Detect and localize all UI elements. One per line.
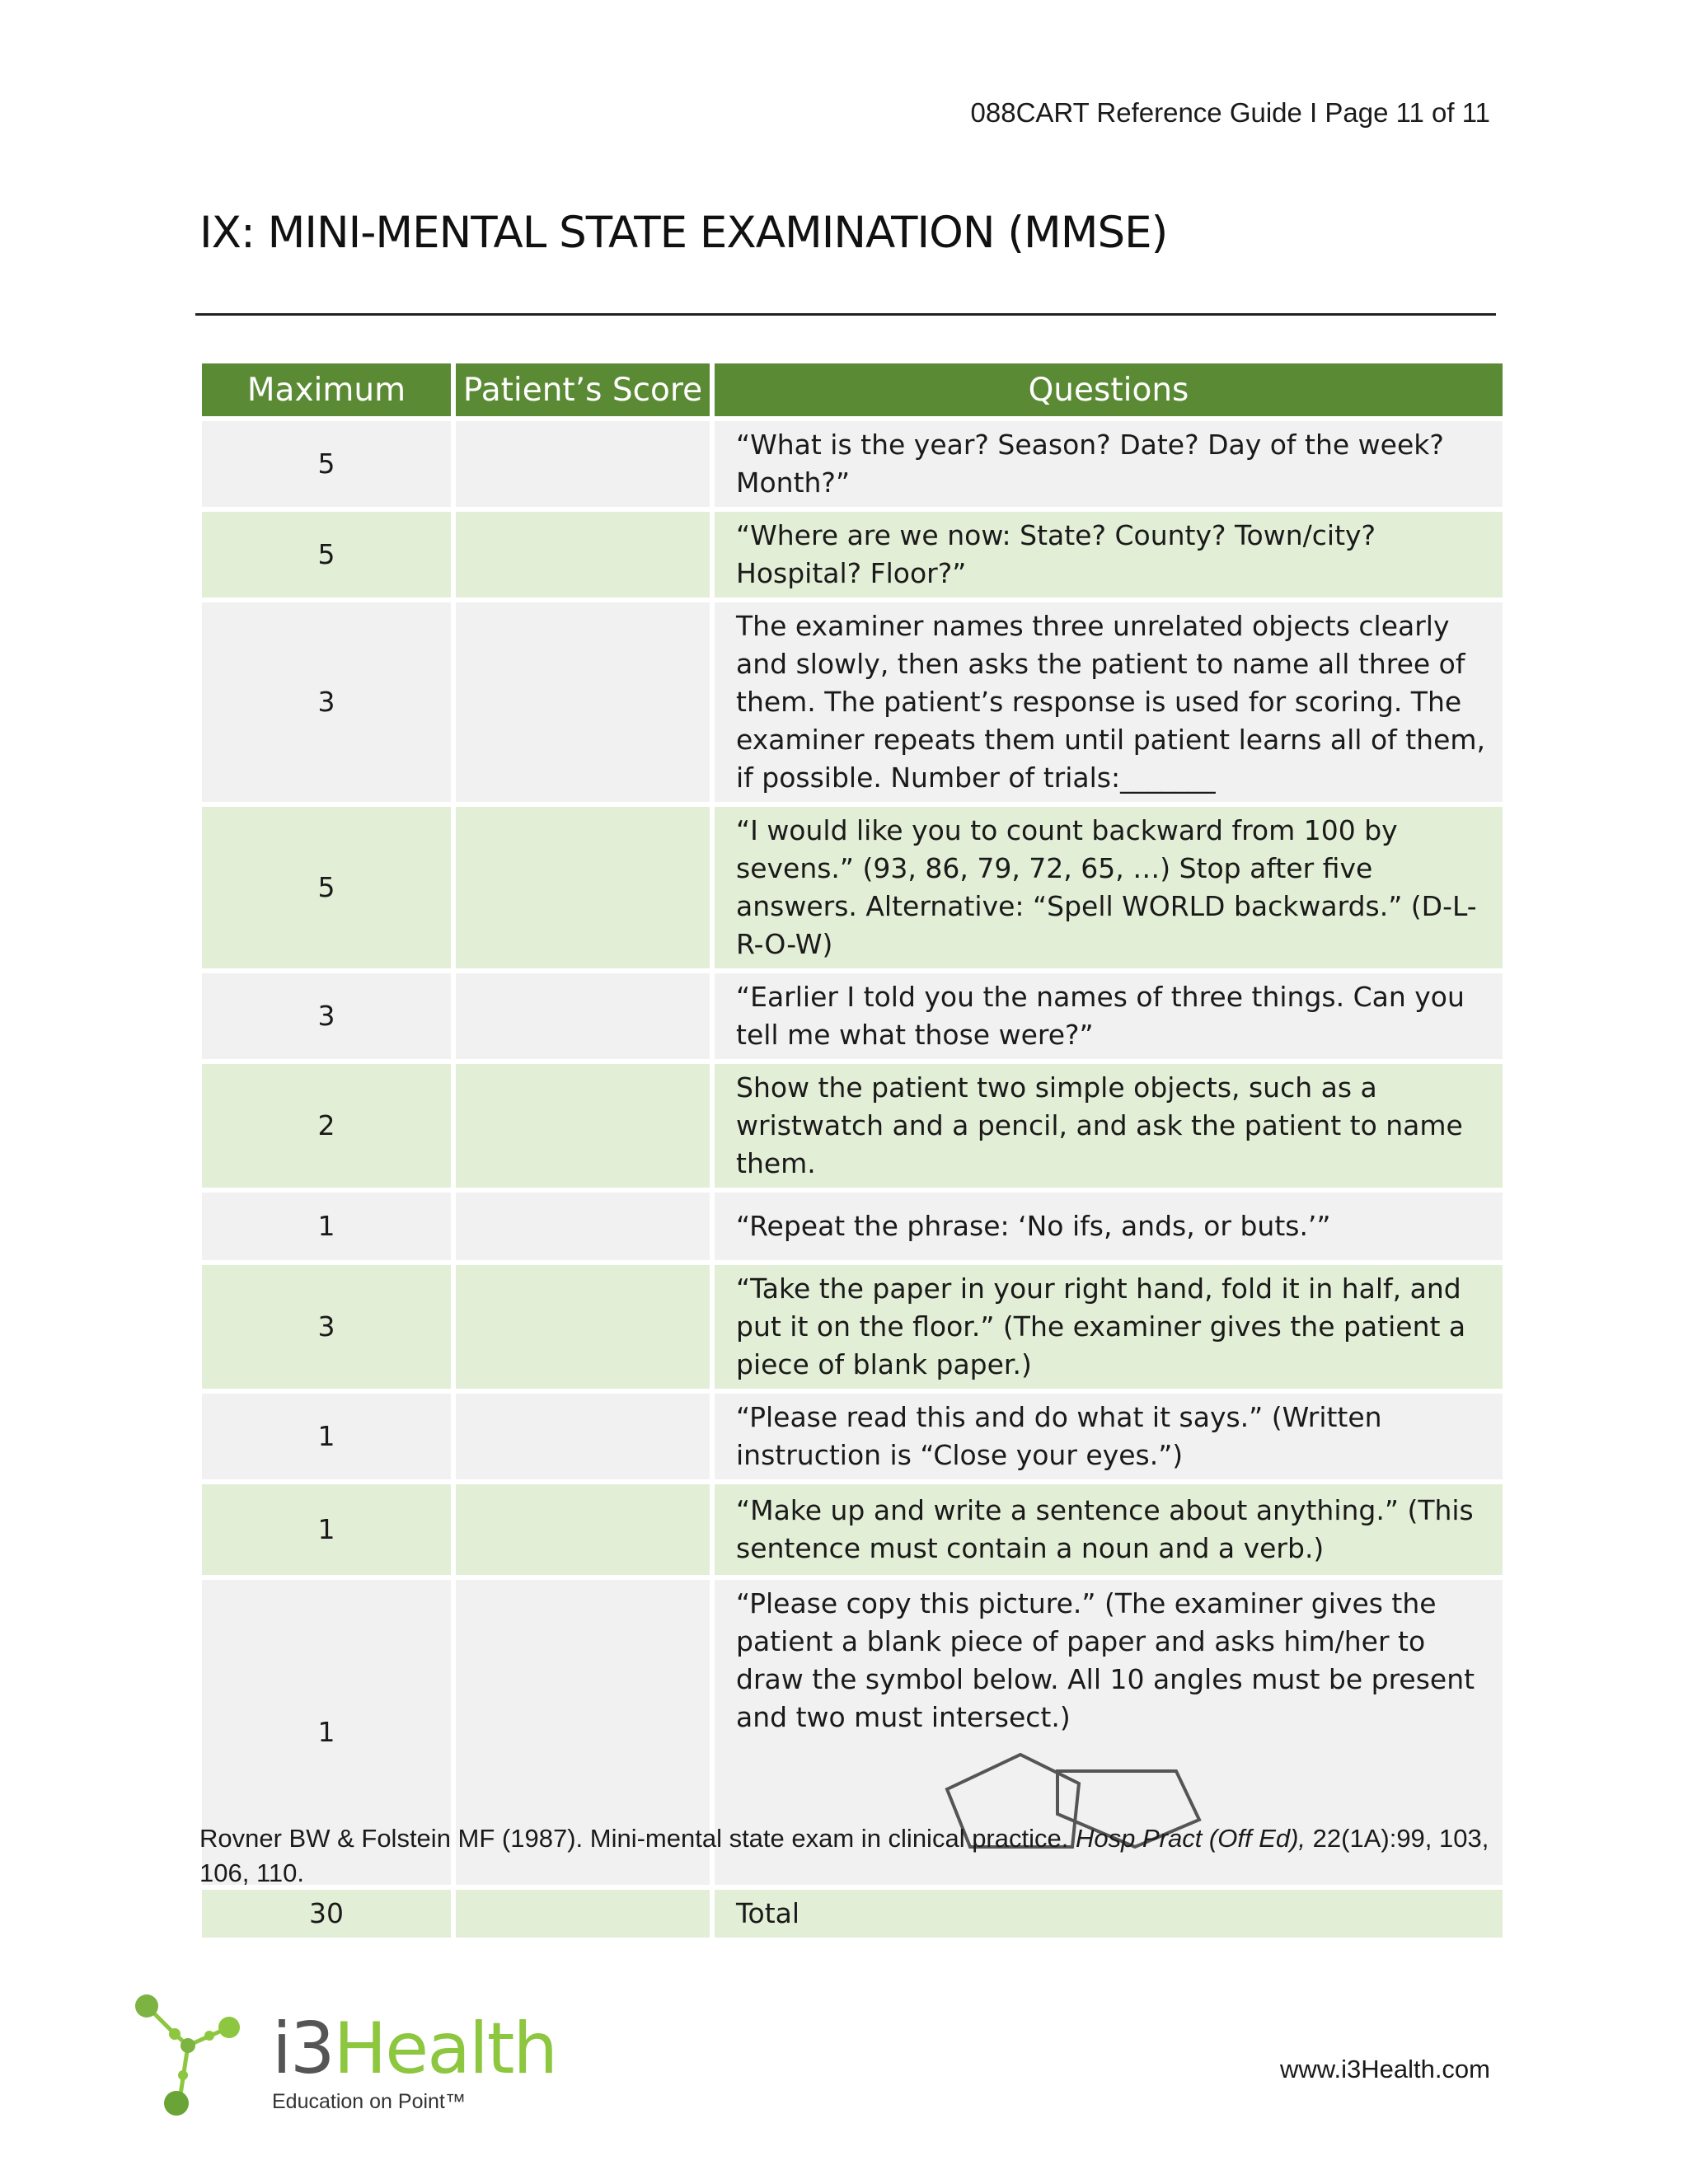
table-row — [202, 421, 1503, 507]
title-divider — [195, 313, 1496, 316]
max-score-cell: 5 — [202, 421, 451, 507]
patient-score-cell[interactable] — [456, 1193, 710, 1260]
table-row — [202, 1394, 1503, 1479]
header-questions: Questions — [715, 363, 1503, 416]
table-row — [202, 807, 1503, 968]
total-label: Total — [715, 1890, 1503, 1938]
header-patient-score: Patient’s Score — [456, 363, 710, 416]
table-row — [202, 1064, 1503, 1188]
table-row — [202, 973, 1503, 1059]
question-cell: “Take the paper in your right hand, fold it in half, and put it on the floor.” (The examiner gives the patient a piece of blank paper.) — [715, 1265, 1503, 1389]
max-score-cell: 5 — [202, 807, 451, 968]
patient-score-cell[interactable] — [456, 807, 710, 968]
max-score-cell: 3 — [202, 973, 451, 1059]
brand-logo-wordmark — [272, 2008, 557, 2090]
patient-score-cell[interactable] — [456, 973, 710, 1059]
question-cell: The examiner names three unrelated objects clearly and slowly, then asks the patient to name all three of them. The patient’s response is used for scoring. The examiner repeats them until patient learns all of them, if possible. Number of trials:_______ — [715, 602, 1503, 802]
page-title: IX: MINI-MENTAL STATE EXAMINATION (MMSE) — [199, 208, 1168, 258]
question-cell: “Where are we now: State? County? Town/city? Hospital? Floor?” — [715, 512, 1503, 598]
mmse-table — [197, 359, 1507, 1943]
patient-score-cell[interactable] — [456, 1394, 710, 1479]
i3health-molecule-logo-icon — [129, 1994, 269, 2126]
max-score-cell: 1 — [202, 1193, 451, 1260]
page-header: 088CART Reference Guide I Page 11 of 11 — [970, 97, 1490, 128]
max-score-cell: 3 — [202, 1265, 451, 1389]
max-score-cell: 1 — [202, 1394, 451, 1479]
question-cell: “Make up and write a sentence about anything.” (This sentence must contain a noun and a verb.) — [715, 1484, 1503, 1575]
header-maximum: Maximum — [202, 363, 451, 416]
question-cell: “I would like you to count backward from 100 by sevens.” (93, 86, 79, 72, 65, …) Stop after five answers. Alternative: “Spell WORLD backwards.” (D-L-R-O-W) — [715, 807, 1503, 968]
max-score-cell: 1 — [202, 1580, 451, 1885]
website-url: www.i3Health.com — [1280, 2055, 1490, 2083]
citation — [199, 1821, 1502, 1891]
brand-i3: i3 — [272, 2008, 334, 2090]
question-cell: “Earlier I told you the names of three things. Can you tell me what those were?” — [715, 973, 1503, 1059]
max-score-cell: 2 — [202, 1064, 451, 1188]
table-row — [202, 1193, 1503, 1260]
question-cell: Show the patient two simple objects, such as a wristwatch and a pencil, and ask the patient to name them. — [715, 1064, 1503, 1188]
total-patient-score-cell[interactable] — [456, 1890, 710, 1938]
patient-score-cell[interactable] — [456, 421, 710, 507]
table-row — [202, 1265, 1503, 1389]
table-row — [202, 602, 1503, 802]
max-score-cell: 1 — [202, 1484, 451, 1575]
question-cell: “What is the year? Season? Date? Day of the week? Month?” — [715, 421, 1503, 507]
patient-score-cell[interactable] — [456, 602, 710, 802]
table-total-row — [202, 1890, 1503, 1938]
patient-score-cell[interactable] — [456, 1265, 710, 1389]
table-row — [202, 1484, 1503, 1575]
question-cell: “Repeat the phrase: ‘No ifs, ands, or buts.’” — [715, 1193, 1503, 1260]
brand-tagline: Education on Point™ — [272, 2090, 466, 2113]
citation-text: Rovner BW & Folstein MF (1987). Mini-mental state exam in clinical practice. — [199, 1824, 1076, 1853]
patient-score-cell[interactable] — [456, 512, 710, 598]
brand-health: Health — [333, 2008, 557, 2090]
max-score-cell: 5 — [202, 512, 451, 598]
table-row — [202, 512, 1503, 598]
table-header-row — [202, 363, 1503, 416]
max-score-cell: 3 — [202, 602, 451, 802]
question-cell: “Please read this and do what it says.” (Written instruction is “Close your eyes.”) — [715, 1394, 1503, 1479]
question-text: “Please copy this picture.” (The examiner gives the patient a blank piece of paper and asks him/her to draw the symbol below. All 10 angles must be present and two must intersect.) — [736, 1587, 1475, 1733]
patient-score-cell[interactable] — [456, 1484, 710, 1575]
citation-pages: 22(1A):99, 103, 106, 110. — [199, 1824, 1489, 1887]
patient-score-cell[interactable] — [456, 1064, 710, 1188]
total-max-cell: 30 — [202, 1890, 451, 1938]
citation-journal: Hosp Pract (Off Ed), — [1075, 1824, 1306, 1853]
